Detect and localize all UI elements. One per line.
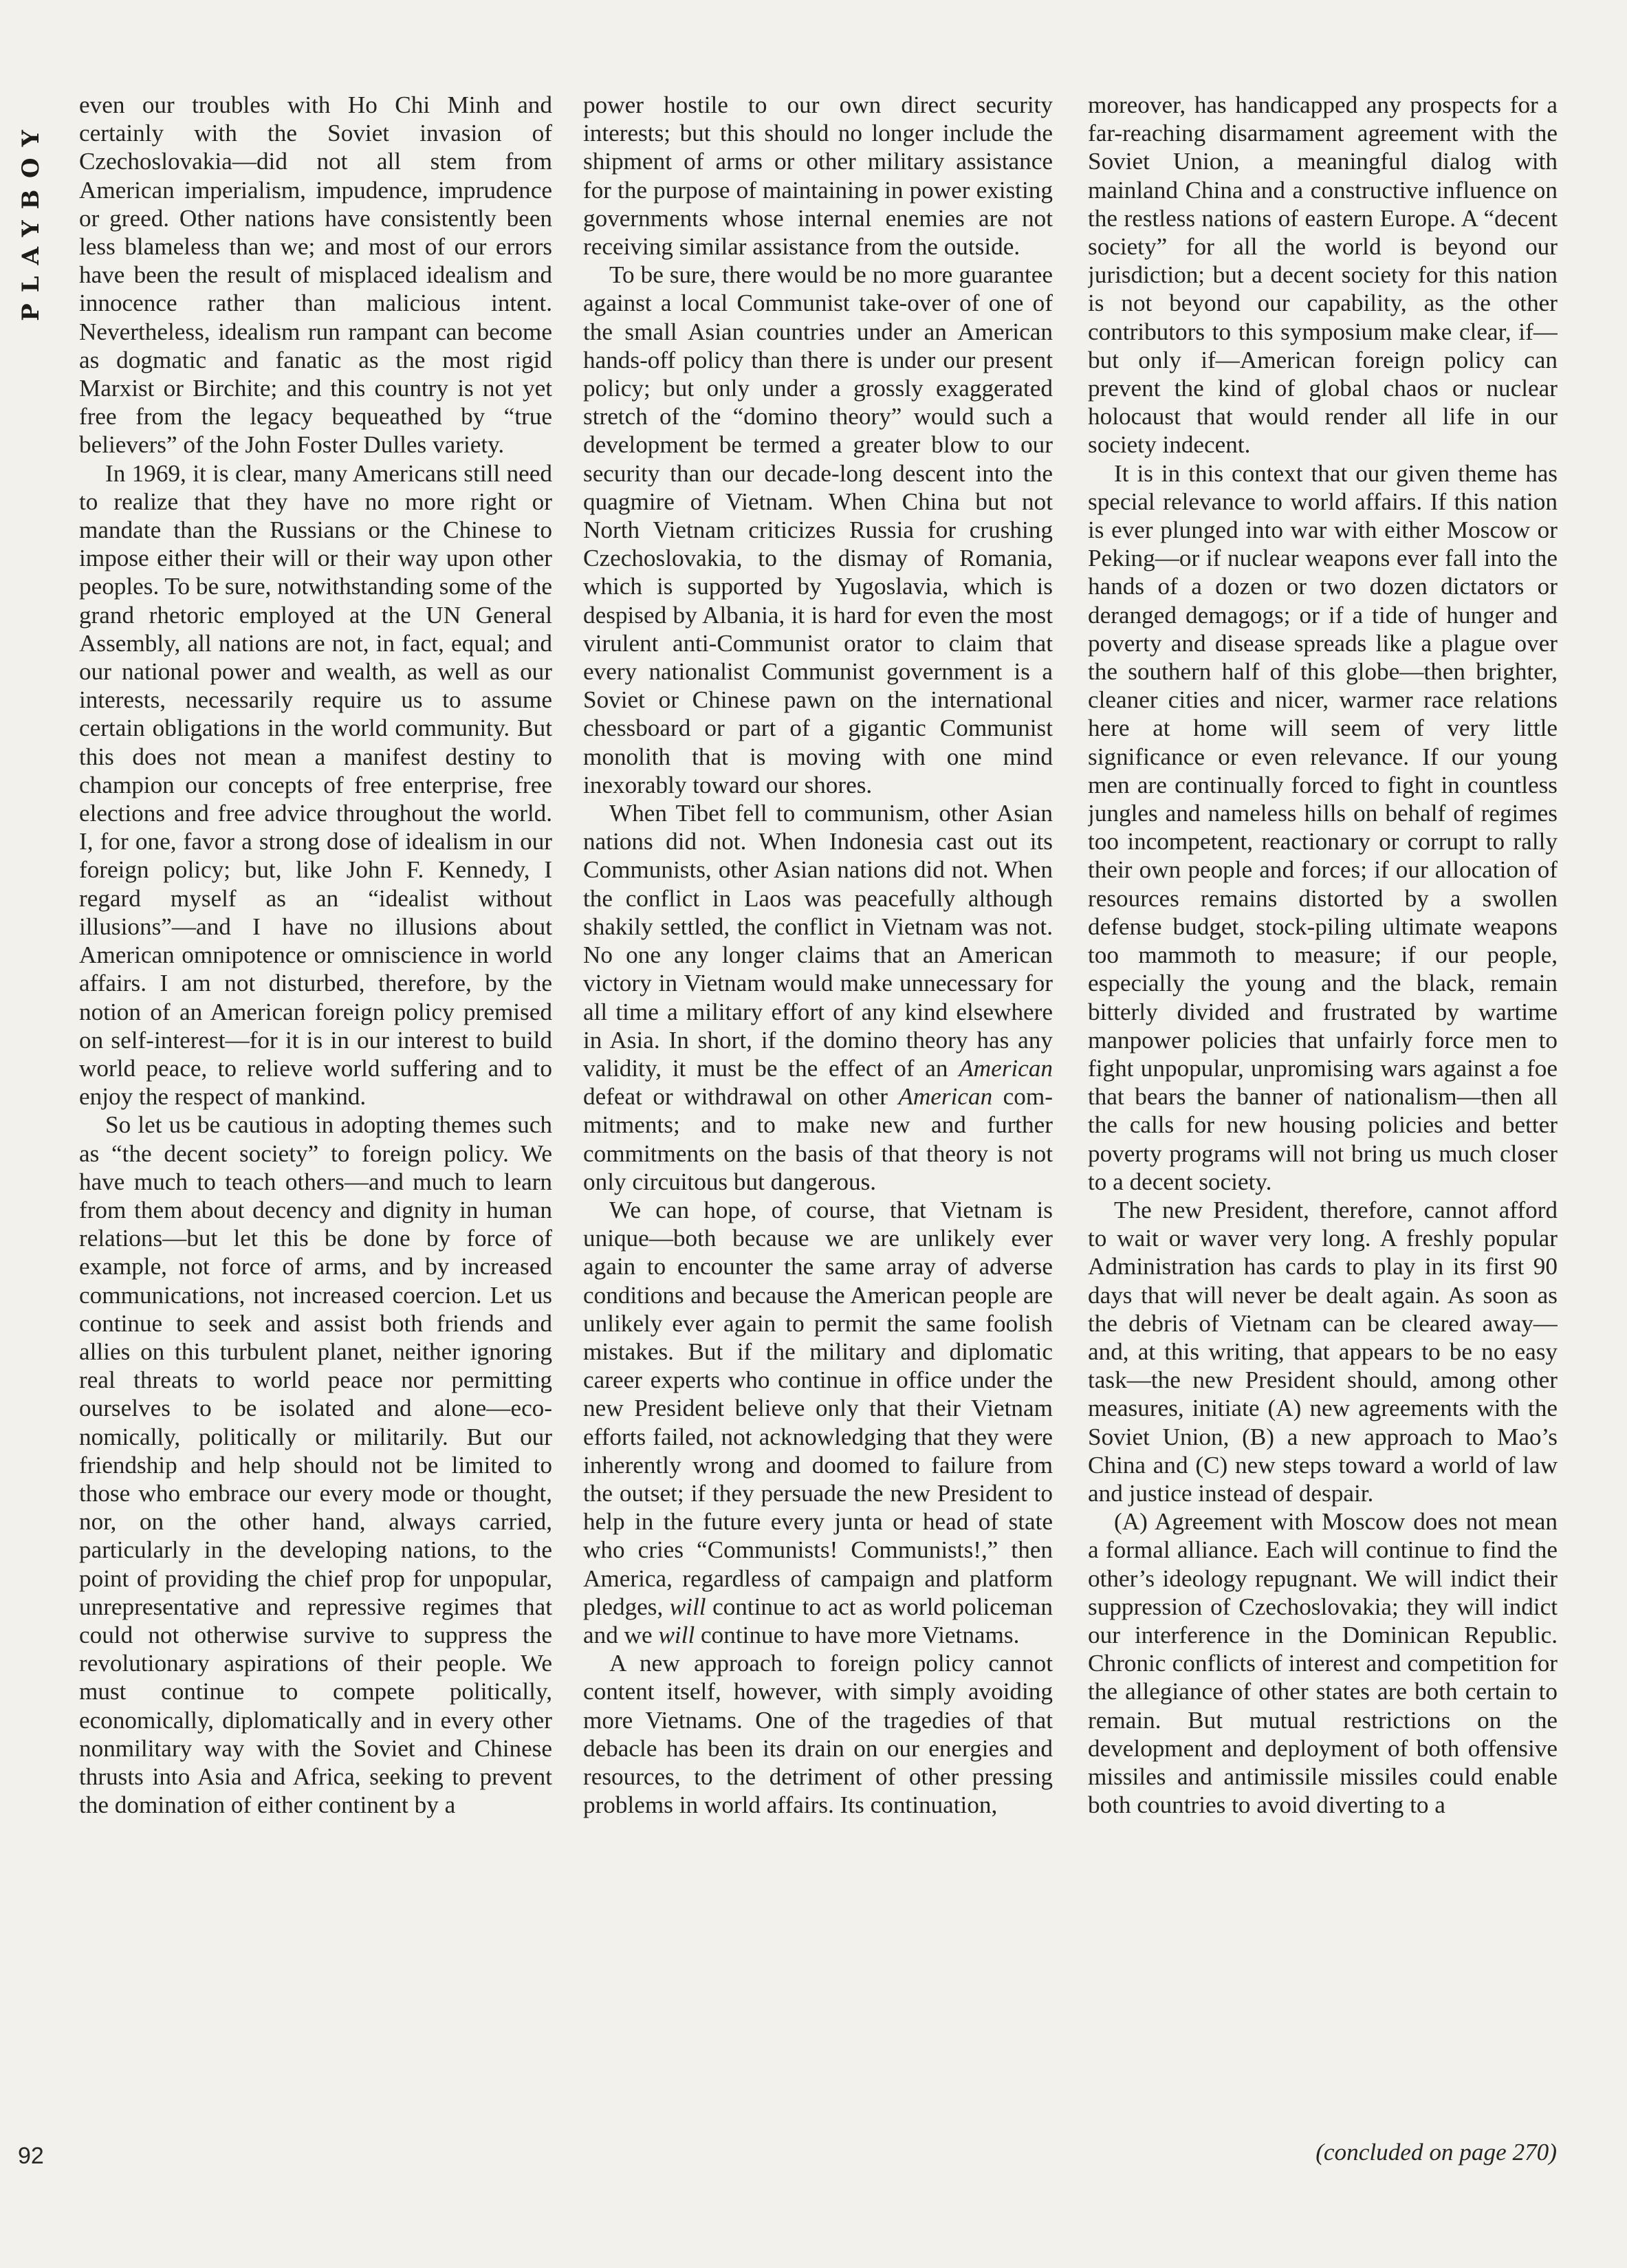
page-number: 92 [18, 2143, 44, 2169]
paragraph: A new approach to foreign policy cannot content itself, however, with simply avoiding more Vietnams. One of the tragedies of that debacle has been its drain on our energies and resources, to the detriment of other pressing problems in world affairs. Its continuation, [583, 1650, 1053, 1819]
text-column-3 [1088, 91, 1558, 2181]
paragraph: To be sure, there would be no more guarantee against a local Communist take-over of one of the small Asian countries under an American hands-off policy than there is under our present policy; but only under a grossly exaggerated stretch of the “domino theory” would such a development be termed a greater blow to our security than our decade-long descent into the quagmire of Vietnam. When China but not North Vietnam criticizes Russia for crushing Czechoslovakia, to the dismay of Romania, which is supported by Yugoslavia, which is despised by Albania, it is hard for even the most virulent anti-Communist orator to claim that every nationalist Communist government is a Soviet or Chinese pawn on the international chessboard or part of a gigantic Communist monolith that is moving with one mind inexorably toward our shores. [583, 261, 1053, 798]
paragraph: We can hope, of course, that Vietnam is unique—both because we are unlikely ever again to encounter the same array of adverse conditions and because the American people are unlikely ever again to permit the same foolish mistakes. But if the military and diplomatic career experts who continue in office under the new President believe only that their Vietnam efforts failed, not acknowledging that they were inherently wrong and doomed to failure from the outset; if they persuade the new President to help in the future every junta or head of state who cries “Communists! Communists!,” then America, regardless of campaign and platform pledges, will continue to act as world policeman and we will continue to have more Vietnams. [583, 1196, 1053, 1648]
paragraph: (A) Agreement with Moscow does not mean a formal alliance. Each will continue to find the other’s ideology repugnant. We will indict their suppression of Czechoslovakia; they will indict our interference in the Dominican Republic. Chronic conflicts of interest and competition for the allegiance of other states are both certain to remain. But mutual restrictions on the development and deployment of both offensive missiles and antimissile missiles could enable both countries to avoid diverting to a [1088, 1508, 1558, 1819]
masthead [14, 89, 48, 351]
paragraph: So let us be cautious in adopting themes such as “the decent society” to foreign policy. We have much to teach others—and much to learn from them about decency and dignity in human relations—but let this be done by force of example, not force of arms, and by increased communications, not increased coercion. Let us continue to seek and assist both friends and allies on this turbulent planet, neither ignoring real threats to world peace nor permitting ourselves to be isolated and alone—economically, politically or militarily. But our friendship and help should not be limited to those who embrace our every mode or thought, nor, on the other hand, always carried, particularly in the developing nations, to the point of providing the chief prop for unpopular, unrepresentative and repressive regimes that could not otherwise survive to suppress the revolutionary aspirations of their people. We must continue to compete politically, economically, diplomatically and in every other nonmilitary way with the Soviet and Chinese thrusts into Asia and Africa, seeking to prevent the domination of either continent by a [79, 1111, 552, 1819]
text-column-1 [79, 91, 552, 2181]
continuation-note: (concluded on page 270) [1315, 2139, 1557, 2166]
text-column-2 [583, 91, 1053, 2181]
paragraph: In 1969, it is clear, many Americans still need to realize that they have no more right or mandate than the Russians or the Chinese to impose either their will or their way upon other peoples. To be sure, notwithstanding some of the grand rhetoric employed at the UN General Assembly, all nations are not, in fact, equal; and our national power and wealth, as well as our interests, necessarily require us to assume certain obligations in the world community. But this does not mean a manifest destiny to champion our concepts of free enterprise, free elections and free advice throughout the world. I, for one, favor a strong dose of idealism in our foreign policy; but, like John F. Kennedy, I regard myself as an “idealist without illusions”—and I have no illusions about American omnipotence or omniscience in world affairs. I am not disturbed, therefore, by the notion of an American foreign policy premised on self-interest—for it is in our interest to build world peace, to relieve world suffering and to enjoy the respect of mankind. [79, 459, 552, 1111]
paragraph: It is in this context that our given theme has special relevance to world affairs. If this nation is ever plunged into war with either Moscow or Peking—or if nuclear weapons ever fall into the hands of a dozen or two dozen dictators or deranged demagogs; or if a tide of hunger and poverty and disease spreads like a plague over the southern half of this globe—then brighter, cleaner cities and nicer, warmer race relations here at home will seem of very little significance or even relevance. If our young men are continually forced to fight in countless jungles and nameless hills on behalf of regimes too incompetent, reactionary or corrupt to rally their own people and forces; if our allocation of resources remains distorted by a swollen defense budget, stock-piling ultimate weapons too mammoth to measure; if our people, especially the young and the black, remain bitterly divided and frustrated by wartime manpower policies that unfairly force men to fight unpopular, unpromising wars against a foe that bears the banner of nationalism—then all the calls for new housing policies and better poverty programs will not bring us much closer to a decent society. [1088, 459, 1558, 1195]
paragraph: even our troubles with Ho Chi Minh and certainly with the Soviet invasion of Czechoslovakia—did not all stem from American imperialism, impudence, imprudence or greed. Other nations have consistently been less blameless than we; and most of our errors have been the result of misplaced idealism and innocence rather than malicious intent. Nevertheless, idealism run rampant can become as dogmatic and fanatic as the most rigid Marxist or Birchite; and this country is not yet free from the legacy bequeathed by “true believers” of the John Foster Dulles variety. [79, 91, 552, 459]
paragraph: power hostile to our own direct security interests; but this should no longer include the shipment of arms or other military assistance for the purpose of maintaining in power existing governments whose internal enemies are not receiving similar assistance from the outside. [583, 91, 1053, 261]
paragraph: The new President, therefore, cannot afford to wait or waver very long. A freshly popular Administration has cards to play in its first 90 days that will never be dealt again. As soon as the debris of Vietnam can be cleared away—and, at this writing, that appears to be no easy task—the new President should, among other measures, initiate (A) new agreements with the Soviet Union, (B) a new approach to Mao’s China and (C) new steps toward a world of law and justice instead of despair. [1088, 1196, 1558, 1507]
masthead-text: PLAYBOY [17, 119, 45, 321]
paragraph: When Tibet fell to communism, other Asian nations did not. When Indonesia cast out its Communists, other Asian nations did not. When the conflict in Laos was peacefully although shakily settled, the conflict in Vietnam was not. No one any longer claims that an American victory in Vietnam would make unnecessary for all time a military effort of any kind elsewhere in Asia. In short, if the domino theory has any validity, it must be the effect of an American defeat or withdrawal on other American commitments; and to make new and further commitments on the basis of that theory is not only circuitous but dangerous. [583, 800, 1053, 1195]
paragraph: moreover, has handicapped any prospects for a far-reaching disarmament agreement with the Soviet Union, a meaningful dialog with mainland China and a constructive influence on the restless nations of eastern Europe. A “decent society” for all the world is beyond our jurisdiction; but a decent society for this nation is not beyond our capability, as the other contributors to this symposium make clear, if—but only if—American foreign policy can prevent the kind of global chaos or nuclear holocaust that would render all life in our society indecent. [1088, 91, 1558, 459]
